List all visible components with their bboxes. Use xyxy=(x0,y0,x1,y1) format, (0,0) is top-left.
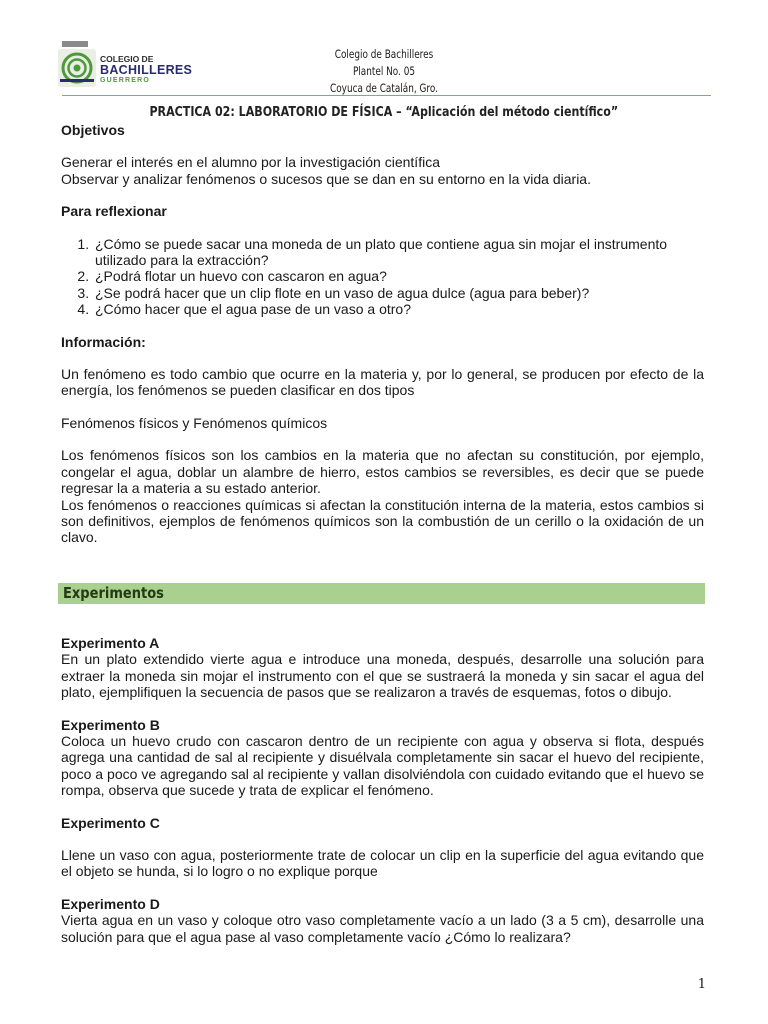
experiment-c-text: Llene un vaso con agua, posteriormente trate de colocar un clip en la superficie del agua evitando que el objeto se hunda, si lo logro o no explique porque xyxy=(61,847,704,880)
institution-name: Colegio de Bachilleres xyxy=(334,47,434,61)
informacion-paragraph: Un fenómeno es todo cambio que ocurre en la materia y, por lo general, se producen por efecto de la energía, los fenómenos se pueden clasificar en dos tipos xyxy=(61,366,704,399)
document-header xyxy=(0,46,768,97)
experiment-b-title: Experimento B xyxy=(61,716,160,733)
informacion-heading: Información: xyxy=(61,333,146,350)
campus-name: Plantel No. 05 xyxy=(352,64,416,78)
logo-line-1: COLEGIO DE xyxy=(100,54,154,64)
experiments-body xyxy=(61,635,704,945)
informacion-paragraph: Los fenómenos o reacciones químicas si afectan la constitución interna de la materia, estos cambios si son definitivos, ejemplos de fenómenos químicos son la combustión de un cerillo o la oxidación de un clavo. xyxy=(61,496,704,546)
experiment-c-title: Experimento C xyxy=(61,814,160,831)
experiment-b-text: Coloca un huevo crudo con cascaron dentro de un recipiente con agua y observa si flota, después agrega una cantidad de sal al recipiente y disuélvala completamente sin sacar el huevo del recipiente, poco a poco ve agregando sal al recipiente y vallan disolviéndola con cuidado evitando que el huevo se rompa, observa que sucede y trata de explicar el fenómeno. xyxy=(61,733,704,799)
practice-title: PRACTICA 02: LABORATORIO DE FÍSICA – “Aplicación del método científico” xyxy=(149,104,619,120)
document-body xyxy=(61,122,704,546)
location-name: Coyuca de Catalán, Gro. xyxy=(330,81,438,95)
question-list xyxy=(61,236,704,318)
objetivo-line: Generar el interés en el alumno por la investigación científica xyxy=(61,154,440,171)
objetivos-heading: Objetivos xyxy=(61,122,125,138)
question-item: 3. ¿Se podrá hacer que un clip flote en un vaso de agua dulce (agua para beber)? xyxy=(93,285,704,301)
header-rule xyxy=(62,95,711,96)
experiment-d-text: Vierta agua en un vaso y coloque otro vaso completamente vacío a un lado (3 a 5 cm), desarrolle una solución para que el agua pase al vaso completamente vacío ¿Cómo lo realizara? xyxy=(61,912,704,945)
logo-line-2: BACHILLERES xyxy=(100,63,193,77)
experiment-a-title: Experimento A xyxy=(61,635,160,651)
question-item: 2. ¿Podrá flotar un huevo con cascaron en agua? xyxy=(93,268,704,284)
experiment-d-title: Experimento D xyxy=(61,895,160,912)
informacion-paragraph: Fenómenos físicos y Fenómenos químicos xyxy=(61,414,328,431)
informacion-paragraph: Los fenómenos físicos son los cambios en la materia que no afectan su constitución, por ejemplo, congelar el agua, doblar un alambre de hierro, estos cambios se reversibles, es decir que se puede regresar la a materia a su estado anterior. xyxy=(61,447,704,497)
experimentos-section-band xyxy=(58,583,705,604)
reflexionar-heading: Para reflexionar xyxy=(61,203,167,220)
question-item: 4. ¿Cómo hacer que el agua pase de un vaso a otro? xyxy=(93,301,704,317)
logo-line-3: GUERRERO xyxy=(100,77,151,84)
experimentos-heading: Experimentos xyxy=(63,584,164,602)
question-item: 1. ¿Cómo se puede sacar una moneda de un plato que contiene agua sin mojar el instrumento utilizado para la extracción? xyxy=(93,236,704,269)
page-number: 1 xyxy=(697,977,706,992)
objetivo-line: Observar y analizar fenómenos o sucesos que se dan en su entorno en la vida diaria. xyxy=(61,170,591,187)
experiment-a-text: En un plato extendido vierte agua e introduce una moneda, después, desarrolle una solución para extraer la moneda sin mojar el instrumento con el que se sustraerá la moneda y sin sacar el agua del plato, ejemplifiquen la secuencia de pasos que se realizaron a través de esquemas, fotos o dibujo. xyxy=(61,651,704,701)
